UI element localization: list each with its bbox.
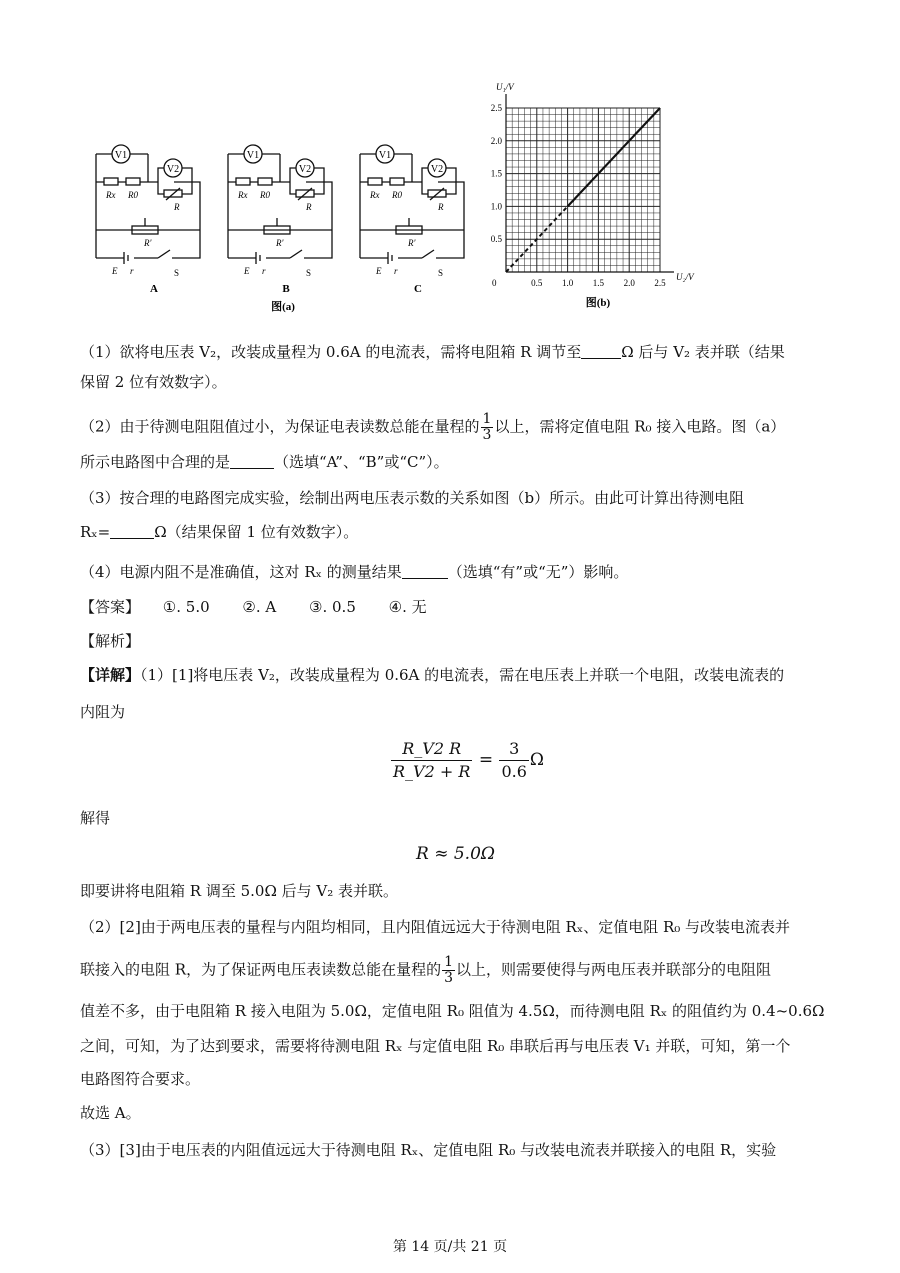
rheostat-label: R' [144, 238, 152, 248]
rx-label: Rx [370, 190, 380, 200]
rx-label: Rx [106, 190, 116, 200]
r-label: R [438, 202, 444, 212]
q2-text-b: 以上，需将定值电阻 R₀ 接入电路。图（a） [494, 417, 786, 436]
figure-a [88, 138, 444, 318]
switch-label: S [438, 268, 444, 278]
r-label: R [306, 202, 312, 212]
detail-line1 [80, 665, 820, 685]
y-tick-label: 2.0 [490, 135, 502, 146]
emf-label: E [112, 266, 118, 276]
q2-text-a: （2）由于待测电阻阻值过小，为保证电表读数总能在量程的 [80, 417, 480, 436]
equation-1-rhs: $\frac{3}{0.6}$ [501, 739, 527, 781]
x-tick-label: 2.5 [654, 278, 666, 288]
q4-text-a: （4）电源内阻不是准确值，这对 Rₓ 的测量结果 [80, 563, 402, 581]
q1-line2 [80, 372, 820, 392]
r0-label: R0 [260, 190, 270, 200]
q3-line2 [80, 522, 820, 542]
origin-label: 0 [492, 278, 497, 288]
y-tick-label: 1.5 [490, 168, 502, 179]
x-tick-label: 1.0 [561, 278, 574, 288]
figure-b [478, 80, 718, 320]
answer-4: ④. 无 [388, 598, 427, 616]
detail-p2-a: （2）[2]由于两电压表的量程与内阻均相同，且内阻值远远大于待测电阻 Rₓ、定值电阻 R₀ 与改装电流表并 [80, 918, 791, 936]
detail-p3-a: （3）[3]由于电压表的内阻值远远大于待测电阻 Rₓ、定值电阻 R₀ 与改装电流表并联接入的电阻 R，实验 [80, 1141, 777, 1159]
r-label: R [174, 202, 180, 212]
detail-p2-f: 故选 A。 [80, 1104, 141, 1122]
y-axis-label: U₁/V [496, 82, 514, 92]
emf-label: E [244, 266, 250, 276]
resistor-r0-icon [390, 178, 404, 185]
answer-line [80, 597, 820, 617]
x-tick-label: 2.0 [623, 278, 635, 288]
q1-text-a: （1）欲将电压表 V₂，改装成量程为 0.6A 的电流表，需将电阻箱 R 调节至 [80, 343, 582, 361]
solve-label: 解得 [80, 809, 111, 827]
circuit-label: C [414, 283, 422, 295]
y-tick-label: 0.5 [490, 234, 502, 245]
battery-icon [256, 252, 260, 264]
answer-3: ③. 0.5 [309, 598, 356, 616]
circuit-label: B [282, 283, 290, 295]
emf-label: E [376, 266, 382, 276]
analysis-label: 【解析】 [80, 632, 141, 650]
equation-1: $\frac{R\_V2 R}{R\_V2 + R}$ = $\frac{3}{0.6}$ Ω [393, 739, 545, 781]
figure-a-caption: 图(a) [271, 301, 295, 313]
resistor-rx-icon [104, 178, 118, 185]
internal-r-label: r [262, 266, 266, 276]
circuit-label: A [150, 283, 158, 295]
circuit-A [96, 145, 200, 295]
q1-blank [581, 342, 621, 359]
internal-r-label: r [130, 266, 134, 276]
q4-line [80, 562, 820, 582]
circuit-B [228, 145, 332, 295]
v1-label: V1 [378, 150, 392, 161]
answer-1: ①. 5.0 [162, 598, 210, 616]
q4-text-b: （选填“有”或“无”）影响。 [447, 563, 629, 581]
detail-p1-c: 即要讲将电阻箱 R 调至 5.0Ω 后与 V₂ 表并联。 [80, 882, 399, 900]
q3-blank [110, 522, 154, 539]
circuit-C [360, 145, 464, 295]
q1-line1 [80, 342, 820, 362]
y-tick-label: 1.0 [490, 201, 502, 212]
x-tick-label: 1.5 [592, 278, 605, 288]
answer-label: 【答案】 [80, 598, 141, 616]
switch-icon [158, 250, 170, 258]
q2-text-d: （选填“A”、“B”或“C”）。 [274, 453, 449, 471]
data-line-solid [568, 108, 660, 206]
resistor-r0-icon [126, 178, 140, 185]
answer-2: ②. A [242, 598, 277, 616]
y-tick-label: 2.5 [490, 103, 502, 113]
rheostat-label: R' [408, 238, 416, 248]
equation-1-lhs: $\frac{R\_V2 R}{R\_V2 + R}$ [393, 739, 471, 781]
detail-line2 [80, 702, 820, 722]
resistor-r0-icon [258, 178, 272, 185]
internal-r-label: r [394, 266, 398, 276]
page-footer: 第 14 页/共 21 页 [392, 1239, 508, 1255]
figure-b-caption: 图(b) [585, 297, 611, 309]
v2-label: V2 [166, 164, 180, 175]
r0-label: R0 [392, 190, 402, 200]
detail-p2-b2: 以上，则需要使得与两电压表并联部分的电阻阻 [456, 960, 772, 979]
q1-text-c: 保留 2 位有效数字）。 [80, 373, 227, 391]
q3-line1 [80, 488, 820, 508]
rheostat-label: R' [276, 238, 284, 248]
switch-icon [290, 250, 302, 258]
x-tick-label: 0.5 [531, 278, 543, 288]
switch-icon [422, 250, 434, 258]
q2-line2 [80, 452, 820, 472]
v2-label: V2 [430, 164, 444, 175]
v1-label: V1 [114, 150, 128, 161]
q4-blank [402, 562, 448, 579]
q3-text-b: Rₓ= [80, 523, 111, 541]
q1-text-b: Ω 后与 V₂ 表并联（结果 [621, 343, 785, 361]
q2-blank [230, 452, 274, 469]
switch-label: S [174, 268, 180, 278]
equation-1-unit: Ω [529, 750, 545, 770]
v2-label: V2 [298, 164, 312, 175]
equation-2: R ≈ 5.0Ω [416, 844, 495, 864]
q3-text-c: Ω（结果保留 1 位有效数字）。 [154, 523, 359, 541]
v1-label: V1 [246, 150, 260, 161]
resistor-rx-icon [236, 178, 250, 185]
resistor-rx-icon [368, 178, 382, 185]
x-axis-label: U₂/V [676, 272, 694, 282]
detail-p1-b: 内阻为 [80, 703, 126, 721]
detail-p2-c: 值差不多，由于电阻箱 R 接入电阻为 5.0Ω，定值电阻 R₀ 阻值为 4.5Ω，而待测电阻 Rₓ 的阻值约为 0.4~0.6Ω [80, 1002, 825, 1020]
q2-line1 [80, 412, 820, 443]
detail-p2-d: 之间，可知，为了达到要求，需要将待测电阻 Rₓ 与定值电阻 R₀ 串联后再与电压表 V₁ 并联，可知，第一个 [80, 1037, 791, 1055]
r0-label: R0 [128, 190, 138, 200]
q3-text-a: （3）按合理的电路图完成实验，绘制出两电压表示数的关系如图（b）所示。由此可计算出待测电阻 [80, 489, 745, 507]
fraction-one-third-2: $\frac{1}{3}$ [444, 954, 453, 986]
rx-label: Rx [238, 190, 248, 200]
detail-p2-b1: 联接入的电阻 R，为了保证两电压表读数总能在量程的 [80, 960, 442, 979]
detail-p2-b [80, 955, 820, 986]
detail-p1-a: （1）[1]将电压表 V₂，改装成量程为 0.6A 的电流表，需在电压表上并联一个电阻，改装电流表的 [140, 666, 785, 684]
q2-text-c: 所示电路图中合理的是 [80, 453, 231, 471]
battery-icon [124, 252, 128, 264]
battery-icon [388, 252, 392, 264]
detail-label: 【详解】 [80, 666, 141, 684]
fraction-one-third: $\frac{1}{3}$ [482, 411, 492, 443]
switch-label: S [306, 268, 312, 278]
detail-p2-e: 电路图符合要求。 [80, 1070, 201, 1088]
